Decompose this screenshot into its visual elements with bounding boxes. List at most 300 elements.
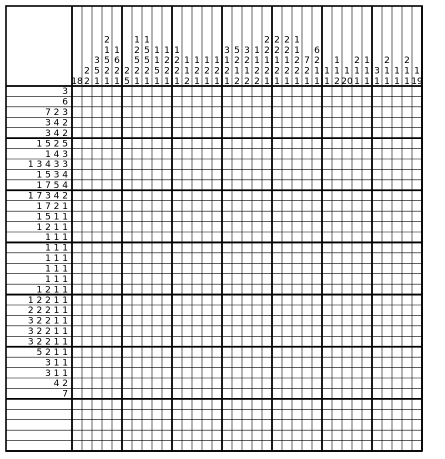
grid-cell[interactable] (202, 107, 212, 117)
grid-cell[interactable] (312, 388, 322, 398)
grid-cell[interactable] (252, 117, 262, 127)
grid-cell[interactable] (102, 138, 112, 148)
grid-cell[interactable] (332, 117, 342, 127)
grid-cell[interactable] (312, 315, 322, 325)
grid-cell[interactable] (292, 357, 302, 367)
grid-cell[interactable] (262, 138, 272, 148)
grid-cell[interactable] (152, 263, 162, 273)
grid-cell[interactable] (282, 430, 292, 440)
grid-cell[interactable] (242, 128, 252, 138)
grid-cell[interactable] (412, 305, 422, 315)
grid-cell[interactable] (172, 128, 182, 138)
grid-cell[interactable] (152, 274, 162, 284)
grid-cell[interactable] (192, 159, 202, 169)
grid-cell[interactable] (232, 253, 242, 263)
grid-cell[interactable] (222, 222, 232, 232)
grid-cell[interactable] (112, 388, 122, 398)
grid-cell[interactable] (292, 441, 302, 451)
grid-cell[interactable] (122, 315, 132, 325)
grid-cell[interactable] (162, 86, 172, 96)
grid-cell[interactable] (312, 107, 322, 117)
grid-cell[interactable] (152, 232, 162, 242)
grid-cell[interactable] (122, 190, 132, 200)
grid-cell[interactable] (142, 378, 152, 388)
grid-cell[interactable] (352, 399, 362, 409)
grid-cell[interactable] (332, 190, 342, 200)
grid-cell[interactable] (222, 232, 232, 242)
grid-cell[interactable] (172, 211, 182, 221)
grid-cell[interactable] (332, 180, 342, 190)
grid-cell[interactable] (222, 326, 232, 336)
grid-cell[interactable] (402, 128, 412, 138)
grid-cell[interactable] (122, 420, 132, 430)
grid-cell[interactable] (152, 295, 162, 305)
grid-cell[interactable] (352, 232, 362, 242)
grid-cell[interactable] (172, 242, 182, 252)
grid-cell[interactable] (142, 169, 152, 179)
grid-cell[interactable] (172, 420, 182, 430)
grid-cell[interactable] (262, 420, 272, 430)
grid-cell[interactable] (212, 399, 222, 409)
grid-cell[interactable] (362, 368, 372, 378)
grid-cell[interactable] (122, 96, 132, 106)
grid-cell[interactable] (252, 409, 262, 419)
grid-cell[interactable] (282, 295, 292, 305)
grid-cell[interactable] (162, 169, 172, 179)
grid-cell[interactable] (242, 378, 252, 388)
grid-cell[interactable] (392, 368, 402, 378)
grid-cell[interactable] (342, 149, 352, 159)
grid-cell[interactable] (392, 169, 402, 179)
grid-cell[interactable] (402, 326, 412, 336)
grid-cell[interactable] (82, 117, 92, 127)
grid-cell[interactable] (112, 295, 122, 305)
grid-cell[interactable] (252, 315, 262, 325)
grid-cell[interactable] (112, 315, 122, 325)
grid-cell[interactable] (72, 399, 82, 409)
grid-cell[interactable] (132, 96, 142, 106)
grid-cell[interactable] (72, 159, 82, 169)
grid-cell[interactable] (142, 357, 152, 367)
grid-cell[interactable] (252, 430, 262, 440)
grid-cell[interactable] (102, 107, 112, 117)
grid-cell[interactable] (372, 86, 382, 96)
grid-cell[interactable] (332, 86, 342, 96)
grid-cell[interactable] (292, 190, 302, 200)
grid-cell[interactable] (402, 357, 412, 367)
grid-cell[interactable] (212, 336, 222, 346)
grid-cell[interactable] (82, 295, 92, 305)
grid-cell[interactable] (412, 315, 422, 325)
grid-cell[interactable] (272, 117, 282, 127)
grid-cell[interactable] (262, 368, 272, 378)
grid-cell[interactable] (382, 242, 392, 252)
grid-cell[interactable] (92, 86, 102, 96)
grid-cell[interactable] (382, 420, 392, 430)
grid-cell[interactable] (142, 284, 152, 294)
grid-cell[interactable] (322, 441, 332, 451)
grid-cell[interactable] (412, 169, 422, 179)
grid-cell[interactable] (202, 399, 212, 409)
grid-cell[interactable] (182, 441, 192, 451)
grid-cell[interactable] (402, 263, 412, 273)
grid-cell[interactable] (262, 211, 272, 221)
grid-cell[interactable] (182, 149, 192, 159)
grid-cell[interactable] (292, 242, 302, 252)
grid-cell[interactable] (82, 399, 92, 409)
grid-cell[interactable] (72, 138, 82, 148)
grid-cell[interactable] (222, 368, 232, 378)
grid-cell[interactable] (212, 190, 222, 200)
grid-cell[interactable] (302, 86, 312, 96)
grid-cell[interactable] (152, 305, 162, 315)
grid-cell[interactable] (252, 420, 262, 430)
grid-cell[interactable] (302, 399, 312, 409)
grid-cell[interactable] (352, 107, 362, 117)
grid-cell[interactable] (112, 222, 122, 232)
grid-cell[interactable] (192, 180, 202, 190)
grid-cell[interactable] (302, 378, 312, 388)
grid-cell[interactable] (352, 441, 362, 451)
grid-cell[interactable] (282, 420, 292, 430)
grid-cell[interactable] (102, 378, 112, 388)
grid-cell[interactable] (112, 107, 122, 117)
grid-cell[interactable] (352, 315, 362, 325)
grid-cell[interactable] (372, 117, 382, 127)
grid-cell[interactable] (332, 232, 342, 242)
grid-cell[interactable] (292, 149, 302, 159)
grid-cell[interactable] (192, 274, 202, 284)
grid-cell[interactable] (302, 107, 312, 117)
grid-cell[interactable] (112, 441, 122, 451)
grid-cell[interactable] (282, 159, 292, 169)
grid-cell[interactable] (212, 430, 222, 440)
grid-cell[interactable] (92, 222, 102, 232)
grid-cell[interactable] (322, 180, 332, 190)
grid-cell[interactable] (182, 86, 192, 96)
grid-cell[interactable] (292, 222, 302, 232)
grid-cell[interactable] (322, 242, 332, 252)
grid-cell[interactable] (412, 128, 422, 138)
grid-cell[interactable] (402, 201, 412, 211)
grid-cell[interactable] (362, 378, 372, 388)
grid-cell[interactable] (402, 86, 412, 96)
grid-cell[interactable] (92, 107, 102, 117)
grid-cell[interactable] (282, 149, 292, 159)
grid-cell[interactable] (152, 430, 162, 440)
grid-cell[interactable] (342, 138, 352, 148)
grid-cell[interactable] (332, 326, 342, 336)
grid-cell[interactable] (142, 159, 152, 169)
grid-cell[interactable] (362, 128, 372, 138)
grid-cell[interactable] (272, 253, 282, 263)
grid-cell[interactable] (232, 149, 242, 159)
grid-cell[interactable] (112, 430, 122, 440)
grid-cell[interactable] (272, 368, 282, 378)
grid-cell[interactable] (332, 242, 342, 252)
grid-cell[interactable] (392, 149, 402, 159)
grid-cell[interactable] (392, 347, 402, 357)
grid-cell[interactable] (242, 138, 252, 148)
grid-cell[interactable] (392, 388, 402, 398)
grid-cell[interactable] (362, 263, 372, 273)
grid-cell[interactable] (112, 201, 122, 211)
grid-cell[interactable] (132, 441, 142, 451)
grid-cell[interactable] (192, 441, 202, 451)
grid-cell[interactable] (112, 159, 122, 169)
grid-cell[interactable] (352, 180, 362, 190)
grid-cell[interactable] (232, 86, 242, 96)
grid-cell[interactable] (342, 295, 352, 305)
grid-cell[interactable] (312, 347, 322, 357)
grid-cell[interactable] (122, 388, 132, 398)
grid-cell[interactable] (142, 211, 152, 221)
grid-cell[interactable] (282, 326, 292, 336)
grid-cell[interactable] (132, 326, 142, 336)
grid-cell[interactable] (142, 242, 152, 252)
grid-cell[interactable] (242, 263, 252, 273)
grid-cell[interactable] (332, 420, 342, 430)
grid-cell[interactable] (242, 305, 252, 315)
grid-cell[interactable] (82, 378, 92, 388)
grid-cell[interactable] (212, 149, 222, 159)
grid-cell[interactable] (92, 253, 102, 263)
grid-cell[interactable] (362, 357, 372, 367)
grid-cell[interactable] (272, 107, 282, 117)
grid-cell[interactable] (182, 347, 192, 357)
grid-cell[interactable] (252, 336, 262, 346)
grid-cell[interactable] (362, 326, 372, 336)
grid-cell[interactable] (132, 420, 142, 430)
grid-cell[interactable] (182, 232, 192, 242)
grid-cell[interactable] (232, 96, 242, 106)
grid-cell[interactable] (132, 190, 142, 200)
grid-cell[interactable] (312, 149, 322, 159)
grid-cell[interactable] (352, 347, 362, 357)
grid-cell[interactable] (172, 263, 182, 273)
grid-cell[interactable] (152, 388, 162, 398)
grid-cell[interactable] (352, 388, 362, 398)
grid-cell[interactable] (132, 169, 142, 179)
grid-cell[interactable] (382, 253, 392, 263)
grid-cell[interactable] (402, 117, 412, 127)
grid-cell[interactable] (342, 399, 352, 409)
grid-cell[interactable] (162, 159, 172, 169)
grid-cell[interactable] (192, 315, 202, 325)
grid-cell[interactable] (212, 441, 222, 451)
grid-cell[interactable] (402, 430, 412, 440)
grid-cell[interactable] (112, 336, 122, 346)
grid-cell[interactable] (232, 284, 242, 294)
grid-cell[interactable] (252, 107, 262, 117)
grid-cell[interactable] (332, 128, 342, 138)
grid-cell[interactable] (262, 409, 272, 419)
grid-cell[interactable] (302, 96, 312, 106)
grid-cell[interactable] (102, 159, 112, 169)
grid-cell[interactable] (382, 211, 392, 221)
grid-cell[interactable] (382, 284, 392, 294)
grid-cell[interactable] (272, 295, 282, 305)
grid-cell[interactable] (412, 441, 422, 451)
grid-cell[interactable] (332, 295, 342, 305)
grid-cell[interactable] (202, 295, 212, 305)
grid-cell[interactable] (72, 232, 82, 242)
grid-cell[interactable] (262, 274, 272, 284)
grid-cell[interactable] (272, 169, 282, 179)
grid-cell[interactable] (182, 222, 192, 232)
grid-cell[interactable] (172, 347, 182, 357)
grid-cell[interactable] (302, 357, 312, 367)
grid-cell[interactable] (352, 201, 362, 211)
grid-cell[interactable] (342, 347, 352, 357)
grid-cell[interactable] (212, 107, 222, 117)
grid-cell[interactable] (162, 96, 172, 106)
grid-cell[interactable] (282, 211, 292, 221)
grid-cell[interactable] (212, 159, 222, 169)
grid-cell[interactable] (152, 222, 162, 232)
grid-cell[interactable] (302, 368, 312, 378)
grid-cell[interactable] (372, 190, 382, 200)
grid-cell[interactable] (172, 117, 182, 127)
grid-cell[interactable] (202, 326, 212, 336)
grid-cell[interactable] (162, 388, 172, 398)
grid-cell[interactable] (172, 305, 182, 315)
grid-cell[interactable] (122, 232, 132, 242)
grid-cell[interactable] (232, 159, 242, 169)
grid-cell[interactable] (392, 378, 402, 388)
grid-cell[interactable] (192, 399, 202, 409)
grid-cell[interactable] (362, 315, 372, 325)
grid-cell[interactable] (222, 149, 232, 159)
grid-cell[interactable] (222, 117, 232, 127)
grid-cell[interactable] (392, 295, 402, 305)
grid-cell[interactable] (332, 107, 342, 117)
grid-cell[interactable] (412, 263, 422, 273)
grid-cell[interactable] (232, 211, 242, 221)
grid-cell[interactable] (72, 211, 82, 221)
grid-cell[interactable] (382, 222, 392, 232)
grid-cell[interactable] (152, 96, 162, 106)
grid-cell[interactable] (132, 138, 142, 148)
grid-cell[interactable] (92, 378, 102, 388)
grid-cell[interactable] (292, 201, 302, 211)
grid-cell[interactable] (402, 232, 412, 242)
grid-cell[interactable] (252, 441, 262, 451)
grid-cell[interactable] (412, 242, 422, 252)
grid-cell[interactable] (392, 201, 402, 211)
grid-cell[interactable] (82, 96, 92, 106)
grid-cell[interactable] (202, 180, 212, 190)
grid-cell[interactable] (392, 222, 402, 232)
grid-cell[interactable] (402, 190, 412, 200)
grid-cell[interactable] (342, 86, 352, 96)
grid-cell[interactable] (242, 347, 252, 357)
grid-cell[interactable] (382, 96, 392, 106)
grid-cell[interactable] (182, 201, 192, 211)
grid-cell[interactable] (242, 159, 252, 169)
grid-cell[interactable] (272, 357, 282, 367)
grid-cell[interactable] (192, 169, 202, 179)
grid-cell[interactable] (102, 295, 112, 305)
grid-cell[interactable] (82, 149, 92, 159)
grid-cell[interactable] (302, 420, 312, 430)
grid-cell[interactable] (122, 284, 132, 294)
grid-cell[interactable] (302, 315, 312, 325)
grid-cell[interactable] (172, 190, 182, 200)
grid-cell[interactable] (402, 347, 412, 357)
grid-cell[interactable] (172, 326, 182, 336)
grid-cell[interactable] (312, 430, 322, 440)
grid-cell[interactable] (382, 441, 392, 451)
grid-cell[interactable] (102, 441, 112, 451)
grid-cell[interactable] (272, 159, 282, 169)
grid-cell[interactable] (392, 284, 402, 294)
grid-cell[interactable] (392, 357, 402, 367)
grid-cell[interactable] (142, 409, 152, 419)
grid-cell[interactable] (162, 357, 172, 367)
grid-cell[interactable] (202, 368, 212, 378)
grid-cell[interactable] (132, 368, 142, 378)
grid-cell[interactable] (352, 222, 362, 232)
grid-cell[interactable] (292, 399, 302, 409)
grid-cell[interactable] (92, 420, 102, 430)
grid-cell[interactable] (302, 149, 312, 159)
grid-cell[interactable] (342, 128, 352, 138)
grid-cell[interactable] (382, 399, 392, 409)
grid-cell[interactable] (72, 357, 82, 367)
grid-cell[interactable] (392, 211, 402, 221)
grid-cell[interactable] (392, 326, 402, 336)
grid-cell[interactable] (352, 305, 362, 315)
grid-cell[interactable] (162, 274, 172, 284)
grid-cell[interactable] (332, 274, 342, 284)
grid-cell[interactable] (222, 409, 232, 419)
grid-cell[interactable] (402, 315, 412, 325)
grid-cell[interactable] (72, 441, 82, 451)
grid-cell[interactable] (412, 368, 422, 378)
grid-cell[interactable] (172, 180, 182, 190)
grid-cell[interactable] (262, 430, 272, 440)
grid-cell[interactable] (142, 107, 152, 117)
grid-cell[interactable] (192, 368, 202, 378)
grid-cell[interactable] (192, 357, 202, 367)
grid-cell[interactable] (162, 368, 172, 378)
grid-cell[interactable] (392, 107, 402, 117)
grid-cell[interactable] (382, 159, 392, 169)
grid-cell[interactable] (232, 409, 242, 419)
grid-cell[interactable] (232, 180, 242, 190)
grid-cell[interactable] (372, 284, 382, 294)
grid-cell[interactable] (92, 441, 102, 451)
grid-cell[interactable] (202, 201, 212, 211)
grid-cell[interactable] (122, 128, 132, 138)
grid-cell[interactable] (212, 232, 222, 242)
grid-cell[interactable] (112, 96, 122, 106)
grid-cell[interactable] (262, 253, 272, 263)
grid-cell[interactable] (212, 96, 222, 106)
grid-cell[interactable] (102, 222, 112, 232)
grid-cell[interactable] (402, 368, 412, 378)
grid-cell[interactable] (302, 295, 312, 305)
grid-cell[interactable] (292, 315, 302, 325)
grid-cell[interactable] (192, 232, 202, 242)
grid-cell[interactable] (322, 409, 332, 419)
grid-cell[interactable] (272, 222, 282, 232)
grid-cell[interactable] (82, 169, 92, 179)
grid-cell[interactable] (172, 357, 182, 367)
grid-cell[interactable] (362, 190, 372, 200)
grid-cell[interactable] (282, 107, 292, 117)
